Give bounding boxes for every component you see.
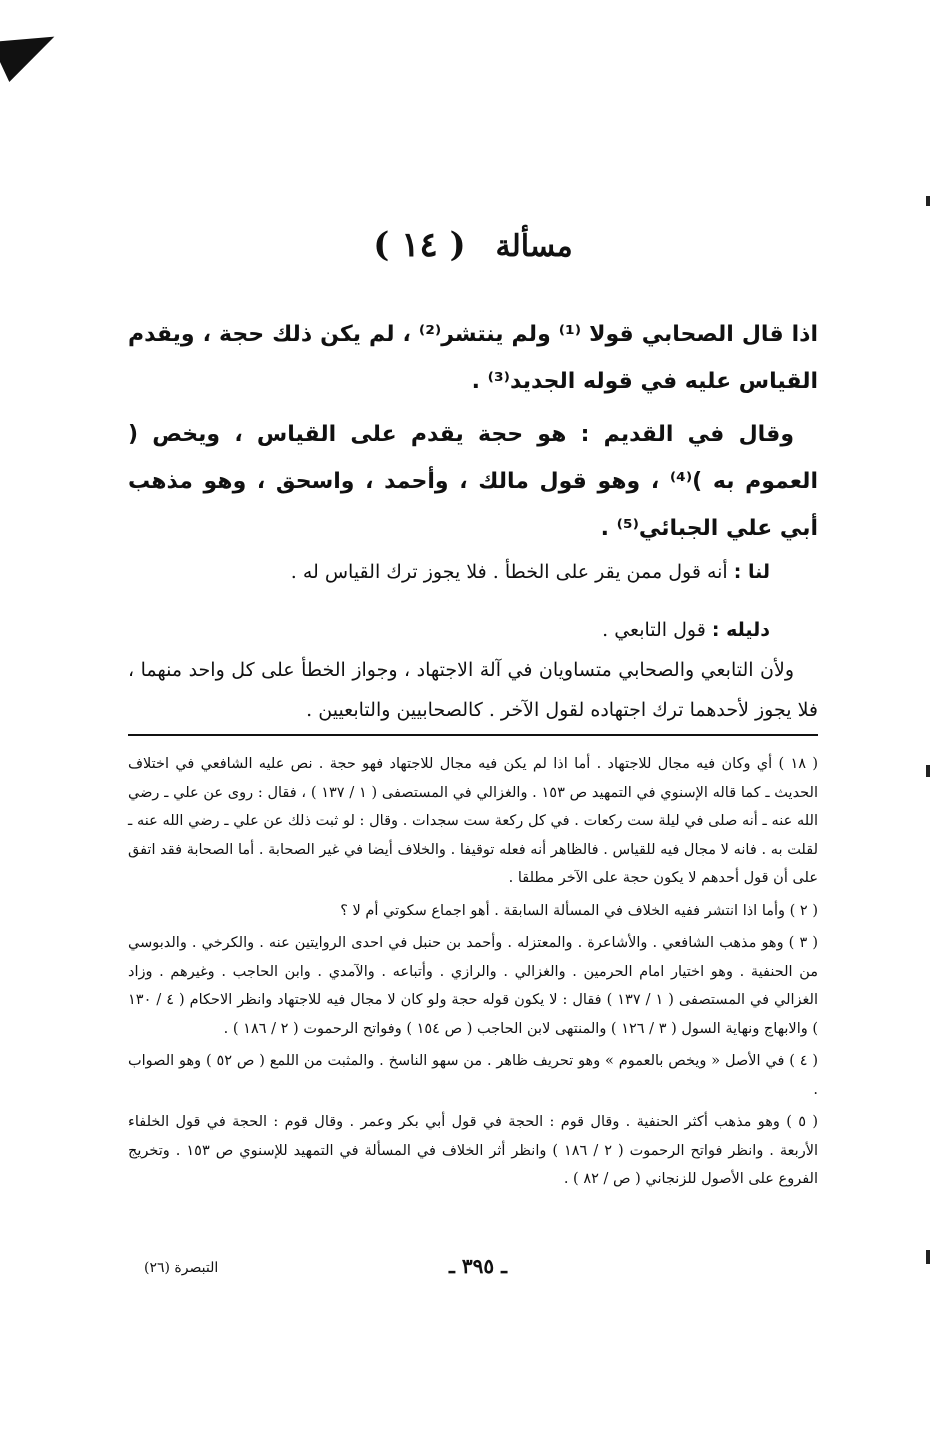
footnote: ( ٥ ) وهو مذهب أكثر الحنفية . وقال قوم : الحجة في قول أبي بكر وعمر . وقال قوم : الحجة في قول الخلفاء الأربعة . وانظر فواتح الرحموت ( ٢ / ١٨٦ ) وانظر أثر الخلاف في المسألة في التمهيد للإسنوي ص ١٥٣ . وتخريج الفروع على الأصول للزنجاني ( ص / ٨٢ ) . <box>128 1114 818 1187</box>
footnote: ( ٢ ) وأما اذا انتشر ففيه الخلاف في المسألة السابقة . أهو اجماع سكوتي أم لا ؟ <box>340 902 818 919</box>
main-statement: اذا قال الصحابي قولا ⁽¹⁾ ولم ينتشر⁽²⁾ ، لم يكن ذلك حجة ، ويقدم القياس عليه في قوله الجديد⁽³⁾ . <box>128 322 818 394</box>
footnotes <box>128 750 818 1194</box>
scan-edge-mark <box>926 1250 930 1264</box>
footnote: ( ٣ ) وهو مذهب الشافعي . والأشاعرة . والمعتزله . وأحمد بن حنبل في احدى الروايتين عنه . والكرخي . والدبوسي من الحنفية . وهو اختيار امام الحرمين . والغزالي . والرازي . وأتباعه . والآمدي . وابن الحاجب . وغيرهم . وزاد الغزالي في المستصفى ( ١ / ١٣٧ ) فقال : لا يكون قوله حجة ولو كان لا مجال فيه للاجتهاد وانظر الاحكام ( ٤ / ١٣٠ ) والابهاج ونهاية السول ( ٣ / ١٢٦ ) والمنتهى لابن الحاجب ( ص ١٥٤ ) وفواتح الرحموت ( ٢ / ١٨٦ ) . <box>128 935 818 1037</box>
section-title <box>128 225 818 265</box>
scan-corner-mark <box>0 17 64 82</box>
section-title-word: مسألة <box>495 229 573 264</box>
scan-edge-mark <box>926 765 930 777</box>
evidence-paragraph <box>128 610 818 650</box>
scan-edge-mark <box>926 196 930 206</box>
evidence-lead: دليله : <box>711 619 770 641</box>
page-footer <box>128 1254 818 1284</box>
page-number: ـ ٣٩٥ ـ <box>449 1254 507 1278</box>
argument-text: أنه قول ممن يقر على الخطأ . فلا يجوز ترك القياس له . <box>290 561 734 583</box>
argument-paragraph <box>128 552 818 592</box>
reasoning-paragraph: ولأن التابعي والصحابي متساويان في آلة الاجتهاد ، وجواز الخطأ على كل واحد منهما ، فلا يجوز لأحدهما ترك اجتهاده لقول الآخر . كالصحابيين والتابعيين . <box>128 659 818 721</box>
section-title-number: ( ١٤ ) <box>373 225 466 265</box>
printer-signature: التبصرة (٢٦) <box>144 1260 219 1276</box>
footnote: ( ٤ ) في الأصل « ويخص بالعموم » وهو تحريف ظاهر . من سهو الناسخ . والمثبت من اللمع ( ص ٥٢ ) وهو الصواب . <box>128 1053 818 1098</box>
page-body <box>128 225 818 1196</box>
footnote: ( ١٨ ) أي وكان فيه مجال للاجتهاد . أما اذا لم يكن فيه مجال للاجتهاد فهو حجة . نص عليه الشافعي في اختلاف الحديث ـ كما قاله الإسنوي في التمهيد ص ١٥٣ . والغزالي في المستصفى ( ١ / ١٣٧ ) ، فقال : روى عن علي ـ رضي الله عنه ـ أنه صلى في ليلة ست ركعات . في كل ركعة ست سجدات . وقال : لو ثبت ذلك عن علي ـ رضي الله عنه ـ لقلت به . فانه لا مجال فيه للقياس . فالظاهر أنه فعله توقيفا . والخلاف أيضا في غير الصحابة . أما الصحابة فقد اتفق على أن قول أحدهم لا يكون حجة على الآخر مطلقا . <box>128 756 818 886</box>
footnote-divider <box>128 734 818 736</box>
old-opinion: وقال في القديم : هو حجة يقدم على القياس ، ويخص ( العموم به )⁽⁴⁾ ، وهو قول مالك ، وأحمد ، واسحق ، وهو مذهب أبي علي الجبائي⁽⁵⁾ . <box>128 422 818 541</box>
evidence-text: قول التابعي . <box>602 619 712 641</box>
argument-lead: لنا : <box>733 561 770 583</box>
